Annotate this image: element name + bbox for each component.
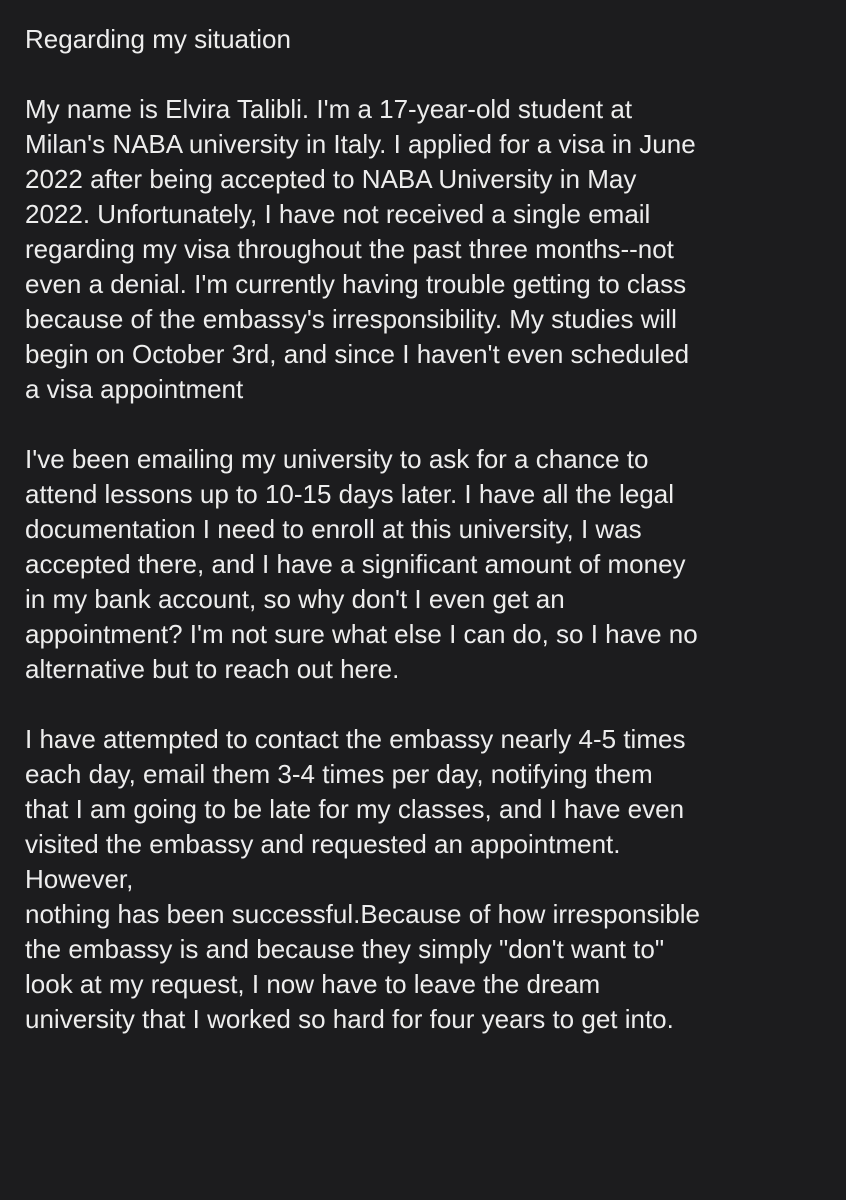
text-line: university that I worked so hard for four years to get into.	[25, 1004, 674, 1034]
text-line: I have attempted to contact the embassy nearly 4-5 times	[25, 724, 686, 754]
text-line: My name is Elvira Talibli. I'm a 17-year-old student at	[25, 94, 633, 124]
text-line: in my bank account, so why don't I even get an	[25, 584, 565, 614]
text-line: documentation I need to enroll at this university, I was	[25, 514, 642, 544]
text-line: I've been emailing my university to ask for a chance to	[25, 444, 649, 474]
text-line: because of the embassy's irresponsibility. My studies will	[25, 304, 677, 334]
text-line: attend lessons up to 10-15 days later. I have all the legal	[25, 479, 674, 509]
text-line: a visa appointment	[25, 374, 244, 404]
text-line: begin on October 3rd, and since I haven't even scheduled	[25, 339, 690, 369]
text-line: look at my request, I now have to leave the dream	[25, 969, 601, 999]
text-line: However,	[25, 864, 134, 894]
text-line: even a denial. I'm currently having trouble getting to class	[25, 269, 687, 299]
text-line: each day, email them 3-4 times per day, notifying them	[25, 759, 653, 789]
text-line: the embassy is and because they simply "don't want to"	[25, 934, 665, 964]
text-line: Milan's NABA university in Italy. I applied for a visa in June	[25, 129, 696, 159]
text-line: 2022 after being accepted to NABA University in May	[25, 164, 637, 194]
text-line: regarding my visa throughout the past three months--not	[25, 234, 674, 264]
note-title: Regarding my situation	[25, 24, 291, 54]
text-line: accepted there, and I have a significant amount of money	[25, 549, 686, 579]
text-line: visited the embassy and requested an appointment.	[25, 829, 621, 859]
blank-line	[25, 57, 820, 92]
text-line: appointment? I'm not sure what else I can do, so I have no	[25, 619, 698, 649]
text-line: 2022. Unfortunately, I have not received a single email	[25, 199, 651, 229]
text-line: alternative but to reach out here.	[25, 654, 400, 684]
blank-line	[25, 407, 820, 442]
blank-line	[25, 687, 820, 722]
text-line: nothing has been successful.Because of how irresponsible	[25, 899, 700, 929]
text-line: that I am going to be late for my classes, and I have even	[25, 794, 685, 824]
